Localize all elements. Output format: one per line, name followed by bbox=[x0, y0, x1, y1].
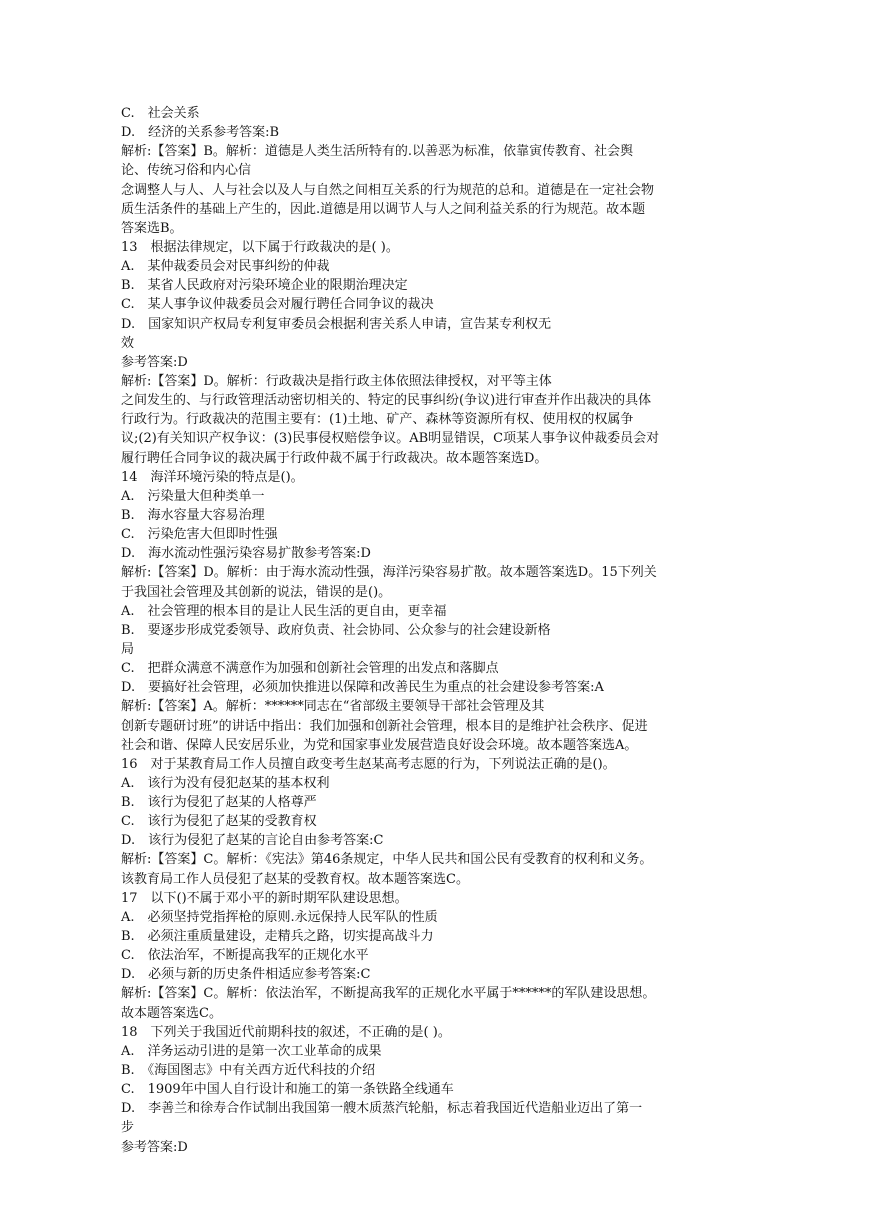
text-line: C. 依法治军，不断提高我军的正规化水平 bbox=[121, 948, 369, 964]
text-line: A. 社会管理的根本目的是让人民生活的更自由，更幸福 bbox=[121, 603, 447, 619]
text-line: C. 把群众满意不满意作为加强和创新社会管理的出发点和落脚点 bbox=[121, 661, 499, 677]
text-line: D. 必须与新的历史条件相适应参考答案:C bbox=[121, 967, 371, 983]
text-line: D. 要搞好社会管理，必须加快推进以保障和改善民生为重点的社会建设参考答案:A bbox=[121, 680, 604, 696]
text-line: C. 1909年中国人自行设计和施工的第一条铁路全线通车 bbox=[121, 1082, 454, 1098]
text-line: B. 《海国图志》中有关西方近代科技的介绍 bbox=[121, 1063, 376, 1079]
text-line: 于我国社会管理及其创新的说法，错误的是()。 bbox=[121, 584, 392, 600]
text-line: A. 必须坚持党指挥枪的原则.永远保持人民军队的性质 bbox=[121, 909, 438, 925]
text-line: C. 该行为侵犯了赵某的受教育权 bbox=[121, 814, 317, 830]
text-line: C. 社会关系 bbox=[121, 106, 200, 121]
text-line: D. 海水流动性强污染容易扩散参考答案:D bbox=[121, 546, 371, 562]
text-line: B. 要逐步形成党委领导、政府负责、社会协同、公众参与的社会建设新格 bbox=[121, 622, 551, 638]
text-line: B. 该行为侵犯了赵某的人格尊严 bbox=[121, 795, 317, 811]
text-line: 解析:【答案】C。解析：依法治军，不断提高我军的正规化水平属于******的军队建设思想。 bbox=[121, 986, 656, 1002]
text-line: 答案选B。 bbox=[121, 220, 183, 236]
text-line: C. 污染危害大但即时性强 bbox=[121, 527, 278, 543]
text-line: D. 国家知识产权局专利复审委员会根据利害关系人申请，宣告某专利权无 bbox=[121, 316, 552, 332]
text-line: 念调整人与人、人与社会以及人与自然之间相互关系的行为规范的总和。道德是在一定社会物 bbox=[121, 182, 655, 198]
text-line: 16 对于某教育局工作人员擅自政变考生赵某高考志愿的行为，下列说法正确的是()。 bbox=[121, 756, 616, 772]
text-line: 解析:【答案】B。解析：道德是人类生活所特有的.以善恶为标准，依靠寅传教育、社会舆 bbox=[121, 144, 634, 160]
text-line: 社会和谐、保障人民安居乐业，为党和国家事业发展营造良好设会环境。故本题答案选A。 bbox=[121, 737, 638, 753]
text-line: 13 根据法律规定，以下属于行政裁决的是( )。 bbox=[121, 239, 399, 255]
text-line: 效 bbox=[121, 335, 135, 351]
text-line: 创新专题研讨班”的讲话中指出：我们加强和创新社会管理，根本目的是维护社会秩序、促进 bbox=[121, 718, 648, 734]
text-line: C. 某人事争议仲裁委员会对履行聘任合同争议的裁决 bbox=[121, 297, 434, 313]
text-line: B. 必须注重质量建设，走精兵之路，切实提高战斗力 bbox=[121, 929, 434, 945]
text-line: 该教育局工作人员侵犯了赵某的受教育权。故本题答案选C。 bbox=[121, 871, 469, 887]
text-line: B. 海水容量大容易治理 bbox=[121, 507, 265, 523]
text-line: 质生活条件的基础上产生的，因此.道德是用以调节人与人之间利益关系的行为规范。故本题 bbox=[121, 201, 646, 217]
text-line: A. 该行为没有侵犯赵某的基本权利 bbox=[121, 775, 330, 791]
text-line: A. 某仲裁委员会对民事纠纷的仲裁 bbox=[121, 259, 330, 275]
text-line: A. 洋务运动引进的是第一次工业革命的成果 bbox=[121, 1043, 382, 1059]
text-line: 解析:【答案】C。解析：《宪法》第46条规定，中华人民共和国公民有受教育的权利和义务。 bbox=[121, 852, 653, 868]
text-line: 18 下列关于我国近代前期科技的叙述，不正确的是( )。 bbox=[121, 1024, 451, 1040]
text-line: 解析:【答案】A。解析：******同志在“省部级主要领导干部社会管理及其 bbox=[121, 699, 545, 715]
text-line: 行政行为。行政裁决的范围主要有：(1)土地、矿产、森林等资源所有权、使用权的权属争 bbox=[121, 412, 634, 428]
text-line: 步 bbox=[121, 1120, 135, 1136]
text-line: 参考答案:D bbox=[121, 354, 188, 370]
text-line: 论、传统习俗和内心信 bbox=[121, 163, 252, 179]
text-line: 局 bbox=[121, 641, 135, 657]
text-line: A. 污染量大但种类单一 bbox=[121, 488, 265, 504]
text-line: 参考答案:D bbox=[121, 1139, 188, 1155]
text-line: 之间发生的、与行政管理活动密切相关的、特定的民事纠纷(争议)进行审查并作出裁决的具体 bbox=[121, 393, 652, 409]
document-page bbox=[121, 104, 761, 1157]
text-line: D. 该行为侵犯了赵某的言论自由参考答案:C bbox=[121, 833, 384, 849]
text-line: 解析:【答案】D。解析：由于海水流动性强，海洋污染容易扩散。故本题答案选D。15下列关 bbox=[121, 565, 657, 581]
text-line: 17 以下()不属于邓小平的新时期军队建设思想。 bbox=[121, 890, 408, 906]
text-line: 履行聘任合同争议的裁决属于行政仲裁不属于行政裁决。故本题答案选D。 bbox=[121, 450, 548, 466]
text-line: 解析:【答案】D。解析：行政裁决是指行政主体依照法律授权，对平等主体 bbox=[121, 373, 552, 389]
text-line: 14 海洋环境污染的特点是()。 bbox=[121, 469, 304, 485]
text-line: 议;(2)有关知识产权争议：(3)民事侵权赔偿争议。AB明显错误，C项某人事争议仲裁委员会对 bbox=[121, 431, 660, 447]
text-line: 故本题答案选C。 bbox=[121, 1005, 222, 1021]
text-line: D. 李善兰和徐寿合作试制出我国第一艘木质蒸汽轮船，标志着我国近代造船业迈出了第一 bbox=[121, 1101, 643, 1117]
text-line: B. 某省人民政府对污染环境企业的限期治理决定 bbox=[121, 278, 408, 294]
text-line: D. 经济的关系参考答案:B bbox=[121, 125, 280, 141]
